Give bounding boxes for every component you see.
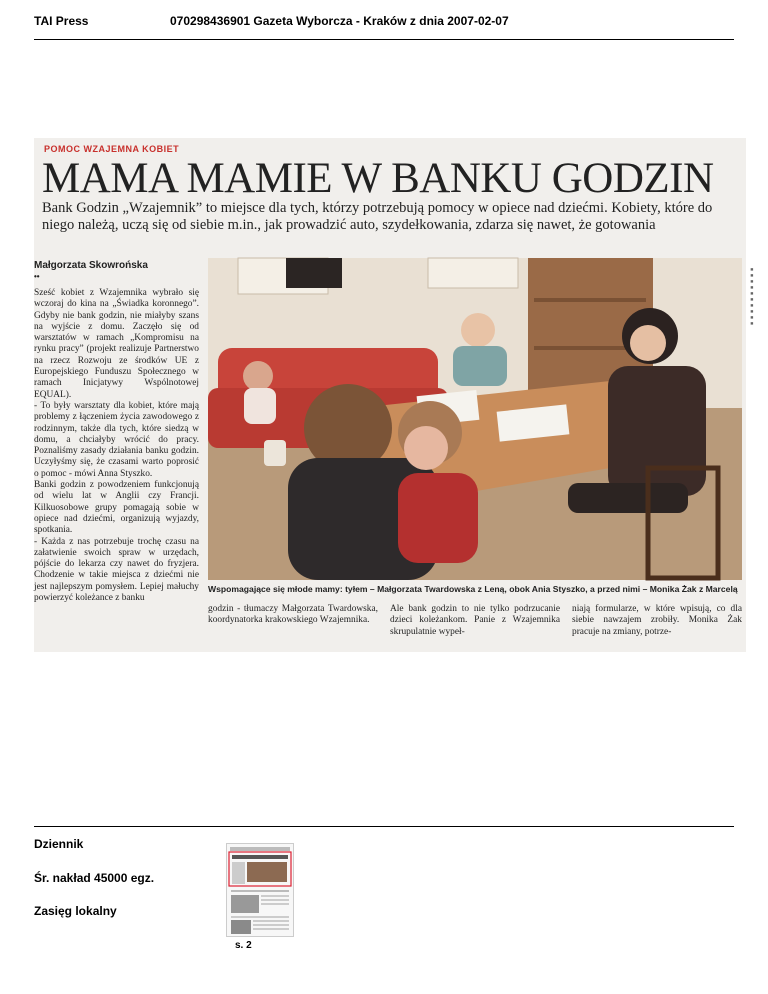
photo-credit: ■■■■■■■■■■ [749,266,755,326]
article-lead: Bank Godzin „Wzajemnik” to miejsce dla tych, którzy potrzebują pomocy w opiece nad dziećmi. Kobiety, które do niego należą, uczą się od siebie m.in., jak prowadzić auto, szydełkowania, zdarza się nawet, że gotowania [42,200,713,233]
header-rule [34,39,734,40]
article-column-3: Ale bank godzin to nie tylko podrzucanie dzieci koleżankom. Panie z Wzajemnika skrupulatnie wypeł- [390,604,560,637]
clipping-reference: 070298436901 Gazeta Wyborcza - Kraków z dnia 2007-02-07 [170,14,509,28]
article-photo [208,258,742,580]
article-headline: MAMA MAMIE W BANKU GODZIN [42,155,714,202]
photo-illustration [208,258,742,580]
thumbnail-illustration [227,844,293,936]
paragraph: Banki godzin z powodzeniem funkcjonują od wielu lat w Anglii czy Francji. Kilkuosobowe grupy pomagają sobie w opiece nad dziećmi, organizują wyjazdy, spotkania. [34,480,199,536]
photo-caption: Wspomagające się młode mamy: tyłem – Małgorzata Twardowska z Leną, obok Ania Styszko, a przed nimi – Monika Żak z Marcelą [208,584,738,594]
footer-rule [34,826,734,827]
article-author: Małgorzata Skowrońska [34,260,148,271]
circulation: Śr. nakład 45000 egz. [34,871,155,885]
paragraph: - Każda z nas potrzebuje trochę czasu na załatwienie swoich spraw w urzędach, pójście do lekarza czy nawet do fryzjera. Chodzenie w takie miejsca z dziećmi nie jest najlepszym pomysłem. Lepiej małuchy powierzyć koleżance z banku [34,536,199,604]
distribution-range: Zasięg lokalny [34,904,117,918]
article-column-2: godzin - tłumaczy Małgorzata Twardowska, koordynatorka krakowskiego Wzajemnika. [208,604,378,626]
page-number: s. 2 [235,940,252,951]
article-scan [34,138,755,652]
paragraph: Sześć kobiet z Wzajemnika wybrało się wczoraj do kina na „Świadka koronnego”. Gdyby nie bank godzin, nie miałyby szans na wyjście z domu. Zaczęło się od warsztatów w ramach „Kompromisu na rynku pracy” (projekt realizuje Partnerstwo na rzecz Rozwoju ze środków UE z Europejskiego Funduszu Społecznego w ramach Inicjatywy Wspólnotowej EQUAL). [34,288,199,400]
article-column-4: niają formularze, w które wpisują, co dla siebie nawzajem zrobiły. Monika Żak pracuje na zmiany, potrze- [572,604,742,637]
article-kicker: POMOC WZAJEMNA KOBIET [44,144,180,154]
page-thumbnail [226,843,294,937]
publication-type: Dziennik [34,837,84,851]
article-column-1 [34,288,199,604]
paragraph: - To były warsztaty dla kobiet, które mają problemy z łączeniem życia zawodowego z rodzinnym, także dla tych, które siedzą w domu, a chciałyby wrócić do pracy. Poznaliśmy zasady działania banku godzin. Uczyłyśmy się, że czasami warto poprosić o pomoc - mówi Anna Styszko. [34,400,199,479]
source-name: TAI Press [34,14,89,28]
author-mark: •• [34,272,40,281]
